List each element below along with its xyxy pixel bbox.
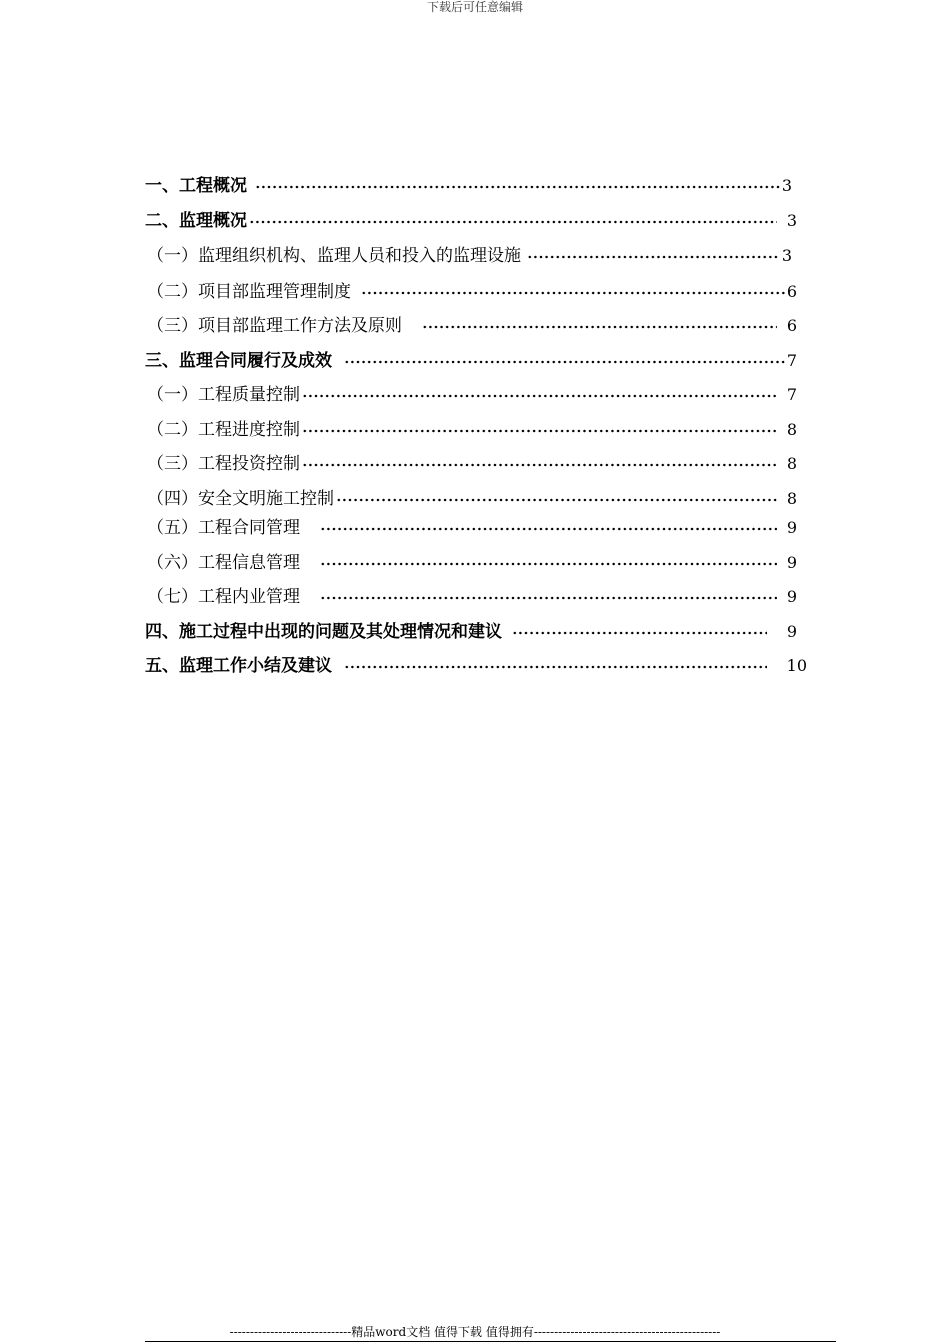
toc-page-number: 3 — [781, 176, 792, 195]
toc-entry[interactable] — [147, 452, 797, 476]
toc-entry[interactable] — [147, 314, 797, 338]
toc-entry[interactable] — [147, 383, 797, 407]
toc-entry-label: （二）工程进度控制 — [147, 420, 300, 440]
toc-dot-leader — [422, 325, 777, 329]
toc-dot-leader — [320, 527, 777, 531]
toc-page-number: 6 — [786, 282, 797, 301]
toc-entry-label: （三）项目部监理工作方法及原则 — [147, 316, 402, 336]
toc-dot-leader — [344, 360, 785, 364]
toc-entry-label: 四、施工过程中出现的问题及其处理情况和建议 — [145, 622, 502, 642]
toc-page-number: 7 — [786, 351, 797, 370]
toc-dot-leader — [320, 562, 777, 566]
toc-entry[interactable] — [145, 620, 797, 644]
toc-dot-leader — [320, 596, 777, 600]
toc-dot-leader — [361, 291, 785, 295]
toc-entry[interactable] — [147, 487, 797, 511]
toc-page-number: 8 — [786, 489, 797, 508]
toc-entry-label: （六）工程信息管理 — [147, 553, 300, 573]
toc-dot-leader — [527, 255, 780, 259]
toc-dot-leader — [344, 665, 767, 669]
toc-entry-label: （七）工程内业管理 — [147, 587, 300, 607]
toc-entry-label: 一、工程概况 — [145, 176, 247, 196]
toc-entry[interactable] — [145, 654, 807, 678]
page-header-note: 下载后可任意编辑 — [426, 0, 523, 14]
toc-entry[interactable] — [145, 174, 792, 198]
toc-page-number: 9 — [786, 518, 797, 537]
toc-entry[interactable] — [147, 551, 797, 575]
toc-entry[interactable] — [147, 516, 797, 540]
toc-page-number: 8 — [786, 454, 797, 473]
toc-entry-label: （一）工程质量控制 — [147, 385, 300, 405]
toc-entry-label: （三）工程投资控制 — [147, 454, 300, 474]
toc-entry-label: 三、监理合同履行及成效 — [145, 351, 332, 371]
toc-entry[interactable] — [147, 280, 797, 304]
footer-rule — [145, 1341, 836, 1342]
toc-entry-label: （四）安全文明施工控制 — [147, 489, 334, 509]
toc-page-number: 9 — [786, 553, 797, 572]
toc-entry[interactable] — [147, 244, 792, 268]
toc-page-number: 6 — [786, 316, 797, 335]
toc-entry-label: 五、监理工作小结及建议 — [145, 656, 332, 676]
toc-entry[interactable] — [145, 349, 797, 373]
page-footer-note: ------------------------------精品word文档 值得下载 值得拥有---------------------------------------------- — [229, 1325, 721, 1339]
toc-dot-leader — [302, 429, 777, 433]
toc-entry-label: 二、监理概况 — [145, 211, 247, 231]
toc-dot-leader — [249, 220, 777, 224]
toc-dot-leader — [255, 185, 780, 189]
toc-dot-leader — [302, 463, 777, 467]
toc-page-number: 7 — [786, 385, 797, 404]
toc-page-number: 9 — [786, 622, 797, 641]
toc-entry[interactable] — [147, 585, 797, 609]
toc-page-number: 8 — [786, 420, 797, 439]
toc-entry-label: （五）工程合同管理 — [147, 518, 300, 538]
toc-entry[interactable] — [145, 209, 797, 233]
toc-dot-leader — [512, 631, 767, 635]
toc-entry-label: （一）监理组织机构、监理人员和投入的监理设施 — [147, 246, 521, 266]
toc-dot-leader — [336, 498, 777, 502]
toc-page-number: 3 — [781, 246, 792, 265]
toc-dot-leader — [302, 394, 777, 398]
toc-entry-label: （二）项目部监理管理制度 — [147, 282, 351, 302]
toc-page-number: 3 — [786, 211, 797, 230]
toc-entry[interactable] — [147, 418, 797, 442]
toc-page-number: 9 — [786, 587, 797, 606]
toc-page-number: 10 — [786, 656, 807, 675]
